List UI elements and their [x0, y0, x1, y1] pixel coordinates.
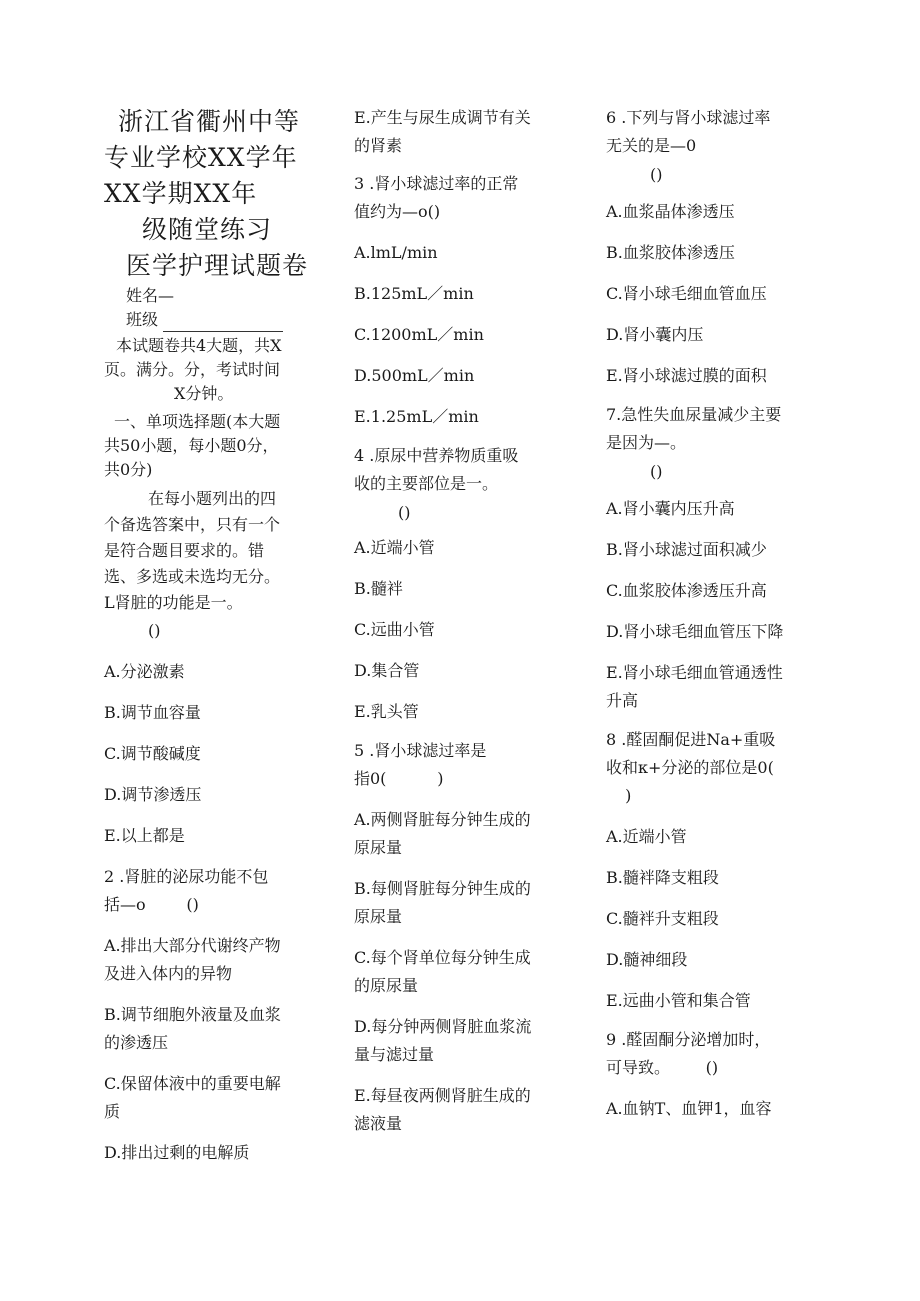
option	[104, 932, 326, 988]
option: B.髓袢	[354, 579, 403, 598]
option: A.近端小管	[606, 827, 687, 846]
question-stem: 8 .醛固酮促进Na+重吸	[606, 730, 776, 749]
name-label: 姓名—	[126, 286, 175, 305]
option: D.调节渗透压	[104, 785, 202, 804]
option-line: E.肾小球毛细血管通透性	[606, 663, 783, 682]
option: D.肾小囊内压	[606, 325, 704, 344]
question-stem: 值约为—o()	[354, 202, 441, 221]
option-line: 升高	[606, 691, 639, 710]
option: C.远曲小管	[354, 620, 435, 639]
question-stem: L肾脏的功能是一。	[104, 593, 243, 612]
option	[354, 875, 566, 931]
section-line: 共50小题，每小题0分，	[104, 436, 279, 455]
instr-line: 是符合题目要求的。错	[104, 541, 265, 560]
instr-line: 选、多选或未选均无分。	[104, 567, 281, 586]
option	[354, 944, 566, 1000]
note-line: 页。满分。分，考试时间	[104, 360, 281, 379]
option: B.髓袢降支粗段	[606, 868, 719, 887]
option: E.1.25mL／min	[354, 407, 479, 426]
question-9	[606, 1026, 818, 1082]
option-line: 的渗透压	[104, 1033, 169, 1052]
option: A.近端小管	[354, 538, 435, 557]
question-5	[354, 737, 566, 793]
question-4	[354, 442, 566, 528]
option-line: C.保留体液中的重要电解	[104, 1074, 281, 1093]
option	[354, 1013, 566, 1069]
note-line: 本试题卷共4大题，共X	[116, 336, 282, 355]
option	[104, 1070, 326, 1126]
question-stem: 可导致。 ()	[606, 1058, 719, 1077]
question-stem: 5 .肾小球滤过率是	[354, 741, 487, 760]
question-stem: 指0( )	[354, 769, 444, 788]
option-line: 质	[104, 1102, 121, 1121]
question-1	[104, 590, 326, 646]
option: C.调节酸碱度	[104, 744, 201, 763]
question-6	[606, 104, 818, 190]
option: A.血钠T、血钾1，血容	[606, 1099, 772, 1118]
option-line: 滤液量	[354, 1114, 403, 1133]
question-8	[606, 726, 818, 810]
page-title	[104, 104, 326, 284]
option-line: B.每侧肾脏每分钟生成的	[354, 879, 531, 898]
column-3	[606, 104, 818, 1123]
title-line: 级随堂练习	[142, 215, 273, 244]
title-line: 专业学校XX学年	[104, 143, 298, 172]
option: D.集合管	[354, 661, 420, 680]
question-stem: 是因为—。	[606, 433, 687, 452]
option-line: 量与滤过量	[354, 1045, 435, 1064]
option-line: 的肾素	[354, 136, 403, 155]
option	[606, 659, 818, 715]
section-line: 一、单项选择题(本大题	[114, 412, 281, 431]
option: C.1200mL／min	[354, 325, 484, 344]
option: A.血浆晶体渗透压	[606, 202, 735, 221]
option	[354, 806, 566, 862]
title-line: 浙江省衢州中等	[118, 107, 301, 136]
section-heading	[104, 410, 326, 482]
question-3	[354, 170, 566, 226]
option: B.调节血容量	[104, 703, 201, 722]
option-line: E.每昼夜两侧肾脏生成的	[354, 1086, 531, 1105]
column-1	[104, 104, 326, 1167]
option-line: A.排出大部分代谢终产物	[104, 936, 281, 955]
option: D.500mL／min	[354, 366, 475, 385]
instr-line: 在每小题列出的四	[148, 489, 277, 508]
option: D.肾小球毛细血管压下降	[606, 622, 784, 641]
option-line: 及进入体内的异物	[104, 964, 233, 983]
question-stem: 7.急性失血尿量减少主要	[606, 405, 782, 424]
column-2	[354, 104, 566, 1138]
answer-paren: ()	[148, 621, 161, 640]
question-stem: 9 .醛固酮分泌增加时，	[606, 1030, 771, 1049]
option: D.排出过剩的电解质	[104, 1143, 250, 1162]
option: E.以上都是	[104, 826, 185, 845]
answer-paren: ()	[398, 503, 411, 522]
question-2	[104, 863, 326, 919]
title-line: XX学期XX年	[104, 179, 258, 208]
answer-paren: ()	[650, 165, 663, 184]
option-line: A.两侧肾脏每分钟生成的	[354, 810, 531, 829]
option: C.髓袢升支粗段	[606, 909, 719, 928]
question-stem: 括—o ()	[104, 895, 199, 914]
note-line: X分钟。	[174, 384, 234, 403]
question-7	[606, 401, 818, 487]
section-instructions	[104, 486, 326, 590]
option-line: 原尿量	[354, 838, 403, 857]
option	[104, 1001, 326, 1057]
question-stem: 4 .原尿中营养物质重吸	[354, 446, 519, 465]
option	[354, 1082, 566, 1138]
option-line: E.产生与尿生成调节有关	[354, 108, 531, 127]
option-line: 的原尿量	[354, 976, 419, 995]
exam-note	[104, 334, 326, 406]
question-stem: 2 .肾脏的泌尿功能不包	[104, 867, 269, 886]
title-line: 医学护理试题卷	[126, 251, 309, 280]
question-stem: 无关的是—0	[606, 136, 697, 155]
option-line: D.每分钟两侧肾脏血浆流	[354, 1017, 532, 1036]
answer-paren: ()	[650, 462, 663, 481]
question-stem: 收和κ+分泌的部位是0(	[606, 758, 774, 777]
option: A.分泌激素	[104, 662, 185, 681]
section-line: 共0分)	[104, 460, 153, 479]
option-line: 原尿量	[354, 907, 403, 926]
option: E.远曲小管和集合管	[606, 991, 751, 1010]
question-stem: 收的主要部位是一。	[354, 474, 499, 493]
option: E.肾小球滤过膜的面积	[606, 366, 767, 385]
instr-line: 个备选答案中，只有一个	[104, 515, 281, 534]
option: B.肾小球滤过面积减少	[606, 540, 767, 559]
option: C.肾小球毛细血管血压	[606, 284, 767, 303]
question-stem: )	[620, 786, 632, 805]
option: B.125mL／min	[354, 284, 474, 303]
option: D.髓神细段	[606, 950, 688, 969]
option: A.lmL/min	[354, 243, 438, 262]
option: E.乳头管	[354, 702, 419, 721]
option: A.肾小囊内压升高	[606, 499, 735, 518]
option: C.血浆胶体渗透压升高	[606, 581, 767, 600]
option	[354, 104, 566, 160]
question-stem: 3 .肾小球滤过率的正常	[354, 174, 519, 193]
option-line: B.调节细胞外液量及血浆	[104, 1005, 281, 1024]
class-label: 班级	[126, 310, 159, 329]
class-blank	[163, 317, 283, 332]
student-info	[104, 284, 326, 332]
option-line: C.每个肾单位每分钟生成	[354, 948, 531, 967]
question-stem: 6 .下列与肾小球滤过率	[606, 108, 771, 127]
option: B.血浆胶体渗透压	[606, 243, 735, 262]
class-field	[104, 308, 326, 332]
